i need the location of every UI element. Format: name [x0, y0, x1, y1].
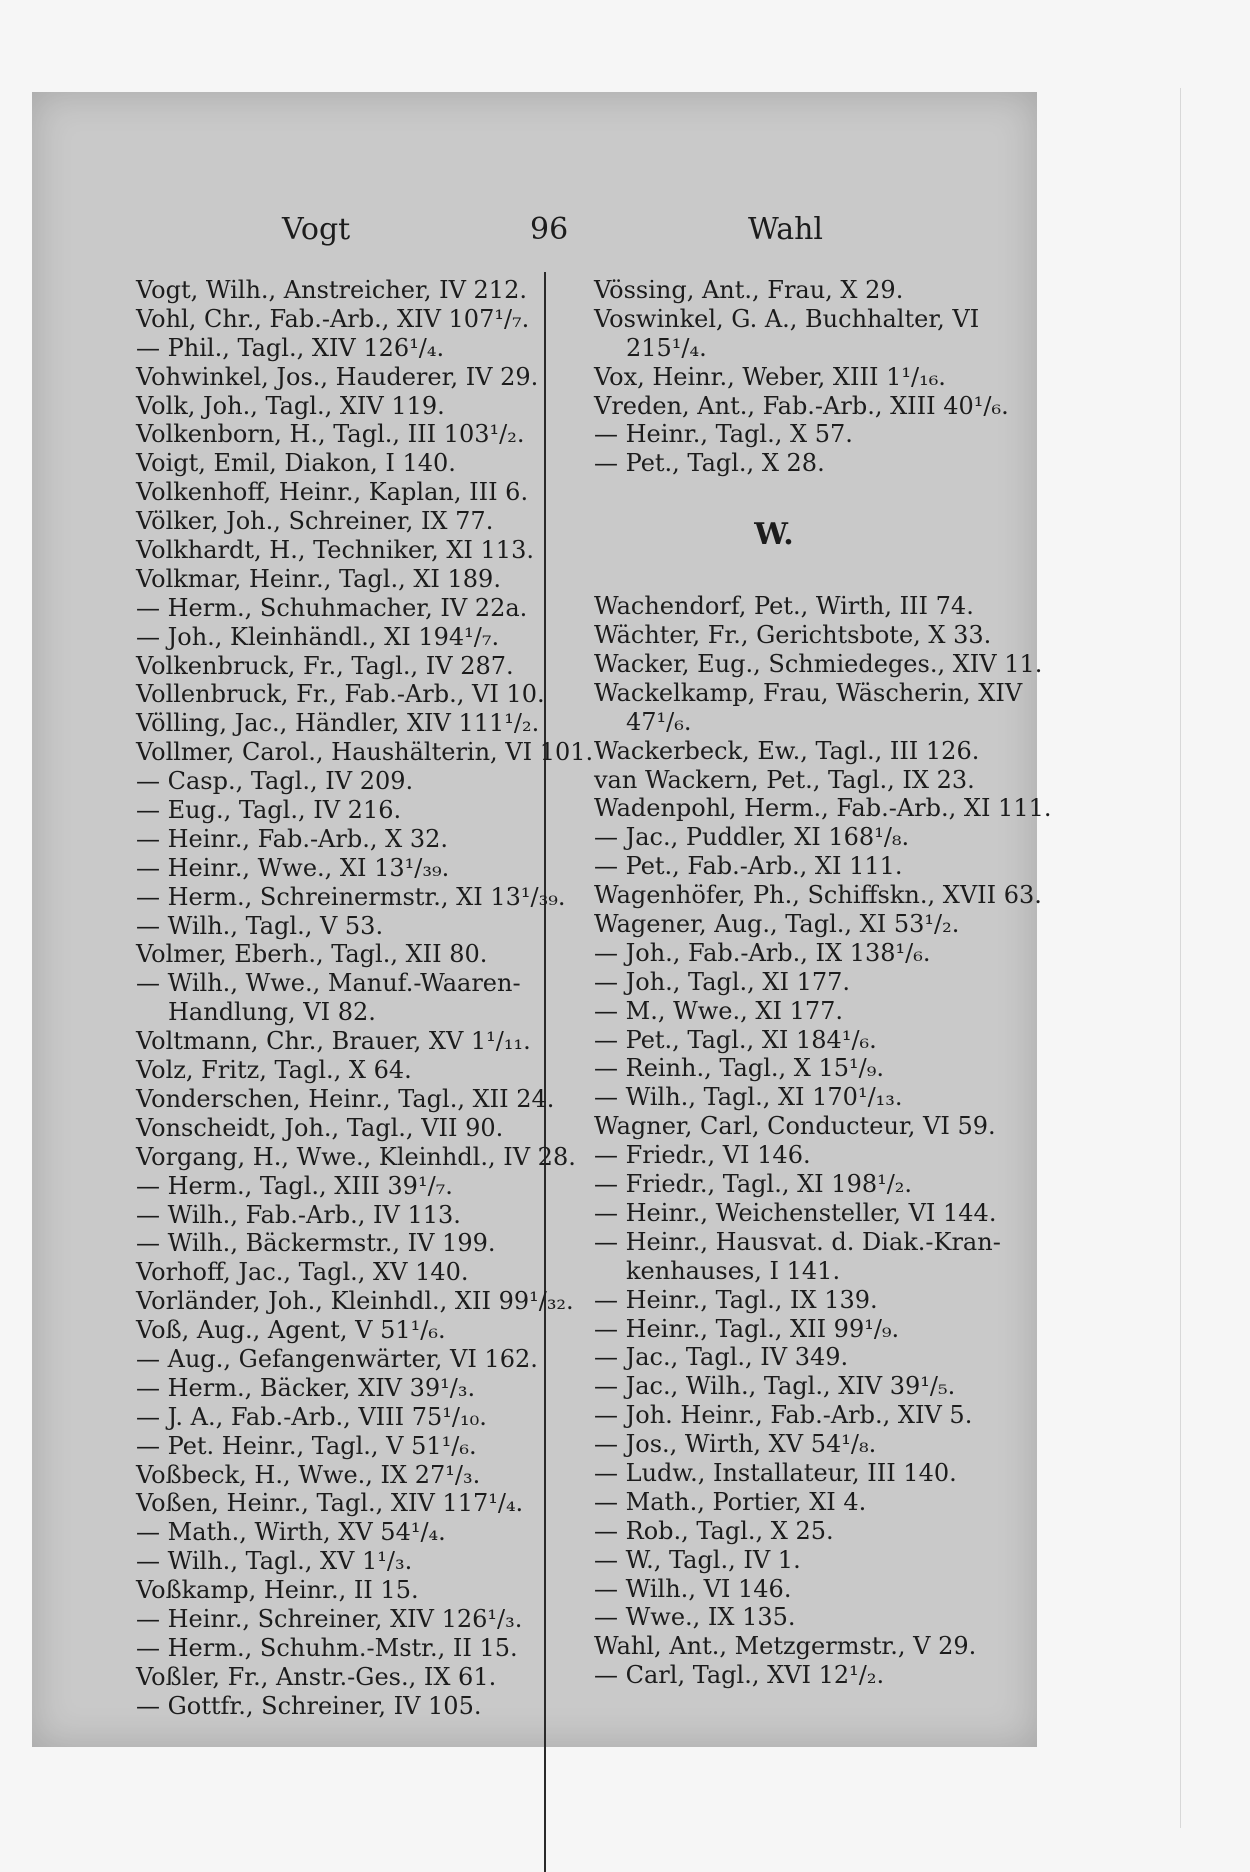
- directory-entry: — Heinr., Schreiner, XIV 126¹/₃.: [136, 1604, 523, 1633]
- directory-entry: — Herm., Bäcker, XIV 39¹/₃.: [136, 1373, 476, 1402]
- directory-entry: Vox, Heinr., Weber, XIII 1¹/₁₆.: [594, 362, 946, 391]
- directory-entry: Vorländer, Joh., Kleinhdl., XII 99¹/₃₂.: [136, 1287, 574, 1316]
- directory-entry: — Carl, Tagl., XVI 12¹/₂.: [594, 1661, 885, 1690]
- directory-entry: — M., Wwe., XI 177.: [594, 996, 844, 1025]
- directory-entry: Voigt, Emil, Diakon, I 140.: [136, 449, 456, 478]
- directory-entry: Handlung, VI 82.: [168, 998, 376, 1027]
- header-left-keyword: Vogt: [282, 212, 351, 247]
- section-letter: W.: [754, 517, 794, 553]
- spacer: [594, 578, 1034, 592]
- directory-entry: van Wackern, Pet., Tagl., IX 23.: [594, 765, 975, 794]
- directory-entry: — Pet., Fab.-Arb., XI 111.: [594, 852, 903, 881]
- directory-entry: Wackerbeck, Ew., Tagl., III 126.: [594, 736, 980, 765]
- directory-entry: — Pet., Tagl., X 28.: [594, 449, 825, 478]
- directory-entry: — Gottfr., Schreiner, IV 105.: [136, 1691, 482, 1720]
- directory-entry: — Wilh., Fab.-Arb., IV 113.: [136, 1200, 461, 1229]
- directory-entry: — Math., Portier, XI 4.: [594, 1487, 867, 1516]
- directory-entry: Volk, Joh., Tagl., XIV 119.: [136, 391, 445, 420]
- directory-entry: — Jos., Wirth, XV 54¹/₈.: [594, 1430, 877, 1459]
- directory-entry: 47¹/₆.: [626, 707, 692, 736]
- directory-entry: — Wilh., Bäckermstr., IV 199.: [136, 1229, 496, 1258]
- directory-entry: — Eug., Tagl., IV 216.: [136, 796, 402, 825]
- directory-entry: — Heinr., Wwe., XI 13¹/₃₉.: [136, 853, 450, 882]
- directory-entry: — J. A., Fab.-Arb., VIII 75¹/₁₀.: [136, 1402, 487, 1431]
- directory-entry: kenhauses, I 141.: [626, 1256, 841, 1285]
- directory-entry: — Pet., Tagl., XI 184¹/₆.: [594, 1025, 877, 1054]
- directory-entry: Wahl, Ant., Metzgermstr., V 29.: [594, 1632, 977, 1661]
- directory-entry: Völker, Joh., Schreiner, IX 77.: [136, 507, 494, 536]
- directory-entry: — Wwe., IX 135.: [594, 1603, 796, 1632]
- directory-entry: — Wilh., Wwe., Manuf.-Waaren-: [136, 969, 521, 998]
- directory-entry: — Heinr., Tagl., X 57.: [594, 420, 853, 449]
- directory-entry: — Heinr., Weichensteller, VI 144.: [594, 1198, 997, 1227]
- directory-entry: Voßkamp, Heinr., II 15.: [136, 1576, 419, 1605]
- directory-entry: Vohwinkel, Jos., Hauderer, IV 29.: [136, 362, 539, 391]
- directory-entry: — Jac., Puddler, XI 168¹/₈.: [594, 823, 910, 852]
- directory-entry: — Phil., Tagl., XIV 126¹/₄.: [136, 333, 445, 362]
- directory-entry: — Joh., Kleinhändl., XI 194¹/₇.: [136, 622, 500, 651]
- directory-entry: Vreden, Ant., Fab.-Arb., XIII 40¹/₆.: [594, 391, 1009, 420]
- directory-entry: — Joh., Fab.-Arb., IX 138¹/₆.: [594, 938, 931, 967]
- page-edge: [1180, 88, 1221, 1828]
- directory-entry: Volmer, Eberh., Tagl., XII 80.: [136, 940, 488, 969]
- directory-entry: Voßbeck, H., Wwe., IX 27¹/₃.: [136, 1460, 481, 1489]
- directory-entry: Volkenhoff, Heinr., Kaplan, III 6.: [136, 478, 529, 507]
- page-header: [32, 212, 1037, 252]
- directory-entry: Vorhoff, Jac., Tagl., XV 140.: [136, 1258, 469, 1287]
- directory-entry: — Herm., Schreinermstr., XI 13¹/₃₉.: [136, 882, 566, 911]
- directory-entry: — Reinh., Tagl., X 15¹/₉.: [594, 1054, 884, 1083]
- directory-entry: — W., Tagl., IV 1.: [594, 1545, 801, 1574]
- directory-entry: Vohl, Chr., Fab.-Arb., XIV 107¹/₇.: [136, 304, 530, 333]
- directory-entry: Volkenborn, H., Tagl., III 103¹/₂.: [136, 420, 525, 449]
- directory-entry: Volkmar, Heinr., Tagl., XI 189.: [136, 564, 501, 593]
- left-column: [136, 276, 594, 1721]
- scanned-page: [32, 92, 1052, 1747]
- directory-entry: — Math., Wirth, XV 54¹/₄.: [136, 1518, 446, 1547]
- directory-entry: Volkhardt, H., Techniker, XI 113.: [136, 536, 534, 565]
- directory-entry: Wadenpohl, Herm., Fab.-Arb., XI 111.: [594, 794, 1052, 823]
- directory-entry: — Herm., Schuhm.-Mstr., II 15.: [136, 1633, 518, 1662]
- directory-entry: — Herm., Tagl., XIII 39¹/₇.: [136, 1171, 453, 1200]
- directory-entry: — Heinr., Tagl., IX 139.: [594, 1285, 878, 1314]
- directory-entry: — Joh. Heinr., Fab.-Arb., XIV 5.: [594, 1401, 973, 1430]
- directory-entry: — Casp., Tagl., IV 209.: [136, 767, 414, 796]
- directory-entry: Volz, Fritz, Tagl., X 64.: [136, 1056, 412, 1085]
- directory-entry: — Friedr., VI 146.: [594, 1141, 811, 1170]
- directory-entry: Vonscheidt, Joh., Tagl., VII 90.: [136, 1113, 504, 1142]
- directory-entry: — Jac., Tagl., IV 349.: [594, 1343, 849, 1372]
- directory-entry: — Pet. Heinr., Tagl., V 51¹/₆.: [136, 1431, 477, 1460]
- directory-entry: — Rob., Tagl., X 25.: [594, 1516, 834, 1545]
- header-right-keyword: Wahl: [748, 212, 824, 247]
- directory-entry: Vollmer, Carol., Haushälterin, VI 101.: [136, 738, 594, 767]
- directory-entry: — Wilh., VI 146.: [594, 1574, 792, 1603]
- directory-entry: Vollenbruck, Fr., Fab.-Arb., VI 10.: [136, 680, 545, 709]
- directory-entry: Voltmann, Chr., Brauer, XV 1¹/₁₁.: [136, 1027, 531, 1056]
- right-column-top: [594, 276, 1034, 478]
- directory-entry: — Herm., Schuhmacher, IV 22a.: [136, 593, 528, 622]
- directory-entry: — Joh., Tagl., XI 177.: [594, 967, 851, 996]
- directory-entry: Wachendorf, Pet., Wirth, III 74.: [594, 592, 974, 621]
- directory-entry: Voßen, Heinr., Tagl., XIV 117¹/₄.: [136, 1489, 524, 1518]
- directory-entry: Voßler, Fr., Anstr.-Ges., IX 61.: [136, 1662, 497, 1691]
- directory-entry: — Ludw., Installateur, III 140.: [594, 1458, 957, 1487]
- directory-entry: — Heinr., Hausvat. d. Diak.-Kran-: [594, 1227, 1001, 1256]
- directory-entry: Wächter, Fr., Gerichtsbote, X 33.: [594, 621, 992, 650]
- right-column-bottom: [594, 592, 1052, 1690]
- directory-entry: 215¹/₄.: [626, 333, 707, 362]
- directory-entry: Voswinkel, G. A., Buchhalter, VI: [594, 304, 980, 333]
- directory-entry: — Friedr., Tagl., XI 198¹/₂.: [594, 1170, 913, 1199]
- directory-entry: Vössing, Ant., Frau, X 29.: [594, 276, 904, 304]
- directory-entry: Völling, Jac., Händler, XIV 111¹/₂.: [136, 709, 540, 738]
- directory-entry: Wagner, Carl, Conducteur, VI 59.: [594, 1112, 996, 1141]
- directory-entry: Wacker, Eug., Schmiedeges., XIV 11.: [594, 650, 1043, 679]
- directory-entry: Vonderschen, Heinr., Tagl., XII 24.: [136, 1084, 555, 1113]
- directory-entry: — Jac., Wilh., Tagl., XIV 39¹/₅.: [594, 1372, 956, 1401]
- directory-entry: — Heinr., Fab.-Arb., X 32.: [136, 824, 448, 853]
- directory-entry: Vorgang, H., Wwe., Kleinhdl., IV 28.: [136, 1142, 576, 1171]
- spacer: [594, 478, 1034, 492]
- directory-entry: Volkenbruck, Fr., Tagl., IV 287.: [136, 651, 514, 680]
- directory-entry: — Wilh., Tagl., V 53.: [136, 911, 384, 940]
- directory-entry: Wagener, Aug., Tagl., XI 53¹/₂.: [594, 910, 960, 939]
- directory-entry: Wagenhöfer, Ph., Schiffskn., XVII 63.: [594, 881, 1042, 910]
- directory-entry: Vogt, Wilh., Anstreicher, IV 212.: [136, 276, 527, 304]
- directory-entry: Wackelkamp, Frau, Wäscherin, XIV: [594, 678, 1023, 707]
- directory-entry: Voß, Aug., Agent, V 51¹/₆.: [136, 1316, 446, 1345]
- page-number: 96: [530, 212, 569, 247]
- directory-entry: — Wilh., Tagl., XI 170¹/₁₃.: [594, 1083, 903, 1112]
- directory-entry: — Heinr., Tagl., XII 99¹/₉.: [594, 1314, 900, 1343]
- right-column: [594, 276, 1052, 1690]
- directory-entry: — Aug., Gefangenwärter, VI 162.: [136, 1344, 538, 1373]
- directory-entry: — Wilh., Tagl., XV 1¹/₃.: [136, 1547, 413, 1576]
